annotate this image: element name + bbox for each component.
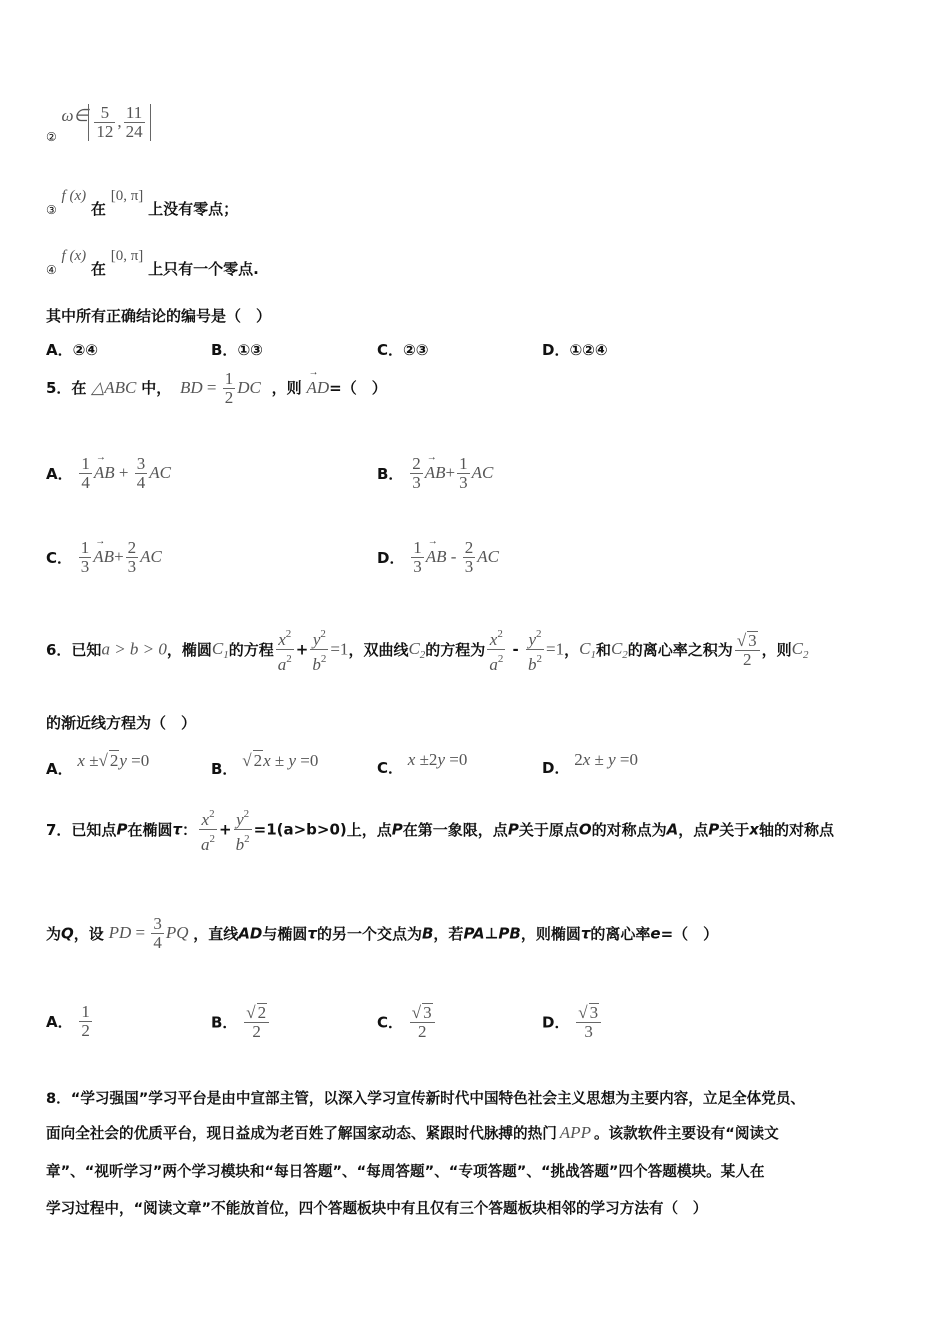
statement-3 xyxy=(46,186,238,219)
q7-option-b[interactable]: B． $\frac{√ 2}{2}$ xyxy=(211,1003,271,1041)
q6-option-a[interactable]: A． x ±√ 2y =0 xyxy=(46,751,150,778)
triangle-abc: △ABC xyxy=(91,378,137,397)
fx-label: f (x) xyxy=(61,188,87,204)
q8-line4: 学习过程中，“阅读文章”不能放首位，四个答题板块中有且仅有三个答题板块相邻的学习方法有（ ） xyxy=(46,1200,708,1217)
question-6: 6．已知a > b > 0，椭圆$C_1$的方程 $\frac{x^2}{a^2}$ + $\frac{y^2}{b^2}$ =1，双曲线$C_2$的方程为 $\frac{x^2}{a^2}$ - $\frac{y^2}{b^2}$ =1，$C_1$和$C_2$的离心率之积为 $\frac{√ 3}{2}$ ，则$C_2$ xyxy=(46,628,809,674)
omega-interval: ω∈ xyxy=(61,106,89,125)
q5-option-b[interactable]: B． $\frac{2}{3}$ → AB+ $\frac{1}{3}$ AC xyxy=(377,455,493,492)
q6-option-b[interactable]: B． √ 2x ± y =0 xyxy=(211,751,319,778)
q8-line3: 章”、“视听学习”两个学习模块和“每日答题”、“每周答题”、“专项答题”、“挑战答题”四个答题模块。某人在 xyxy=(46,1163,765,1180)
statement-2 xyxy=(46,104,151,144)
zai-text: 在 xyxy=(90,200,106,218)
q4-prompt: 其中所有正确结论的编号是（ ） xyxy=(46,307,272,325)
statement-4-tail: 上只有一个零点. xyxy=(148,260,259,278)
interval-0-pi: [0, π] xyxy=(110,188,144,204)
zai-text: 在 xyxy=(90,260,106,278)
q5-option-c[interactable]: C． $\frac{1}{3}$ → AB+ $\frac{2}{3}$ AC xyxy=(46,539,162,576)
interval-0-pi: [0, π] xyxy=(110,248,144,264)
q4-option-d[interactable]: D．①②④ xyxy=(542,341,608,359)
q6-option-d[interactable]: D． 2x ± y =0 xyxy=(542,750,639,777)
statement-2-number: ② xyxy=(46,130,57,144)
q7-option-a[interactable]: A． $\frac{1}{2}$ xyxy=(46,1002,90,1040)
interval-bracket: $\frac{5}{12}$ , $\frac{11}{24}$ xyxy=(88,104,150,141)
question-7-line2: 为Q，设 PD = $\frac{3}{4}$ PQ ，直线AD与椭圆τ的另一个交点为B，若PA⊥PB，则椭圆τ的离心率e=（ ） xyxy=(46,914,719,952)
q8-line1: 8．“学习强国”学习平台是由中宣部主管，以深入学习宣传新时代中国特色社会主义思想为主要内容，立足全体党员、 xyxy=(46,1090,806,1107)
statement-3-tail: 上没有零点； xyxy=(148,200,239,218)
question-5: 5．在 △ABC 中， BD = $\frac{1}{2}$ DC ，则 → AD=（ ） xyxy=(46,370,387,407)
q5-option-a[interactable]: A． $\frac{1}{4}$ → AB + $\frac{3}{4}$ AC xyxy=(46,455,171,492)
q4-option-c[interactable]: C．②③ xyxy=(377,341,429,359)
statement-4 xyxy=(46,246,259,279)
q7-option-d[interactable]: D． $\frac{√ 3}{3}$ xyxy=(542,1003,603,1041)
q4-option-a[interactable]: A．②④ xyxy=(46,341,99,359)
statement-3-number: ③ xyxy=(46,203,57,217)
statement-4-number: ④ xyxy=(46,263,57,277)
vector-ad: → AD xyxy=(306,378,329,398)
q6-line2: 的渐近线方程为（ ） xyxy=(46,714,197,732)
q8-line2: 面向全社会的优质平台，现日益成为老百姓了解国家动态、紧跟时代脉搏的热门 APP 。该款软件主要设有“阅读文 xyxy=(46,1123,779,1142)
q5-option-d[interactable]: D． $\frac{1}{3}$ → AB - $\frac{2}{3}$ AC xyxy=(377,539,499,576)
q4-option-b[interactable]: B．①③ xyxy=(211,341,263,359)
q5-condition: BD = $\frac{1}{2}$ DC xyxy=(179,369,261,407)
question-7-line1: 7．已知点P在椭圆τ： $\frac{x^2}{a^2}$ + $\frac{y^2}{b^2}$ =1(a>b>0)上，点P在第一象限，点P关于原点O的对称点为A，点P关于x轴的对称点 xyxy=(46,808,834,854)
q6-option-c[interactable]: C． x ±2y =0 xyxy=(377,750,468,777)
q7-option-c[interactable]: C． $\frac{√ 3}{2}$ xyxy=(377,1003,437,1041)
pd-relation: PD = $\frac{3}{4}$ PQ xyxy=(108,914,189,952)
fx-label: f (x) xyxy=(61,248,87,264)
